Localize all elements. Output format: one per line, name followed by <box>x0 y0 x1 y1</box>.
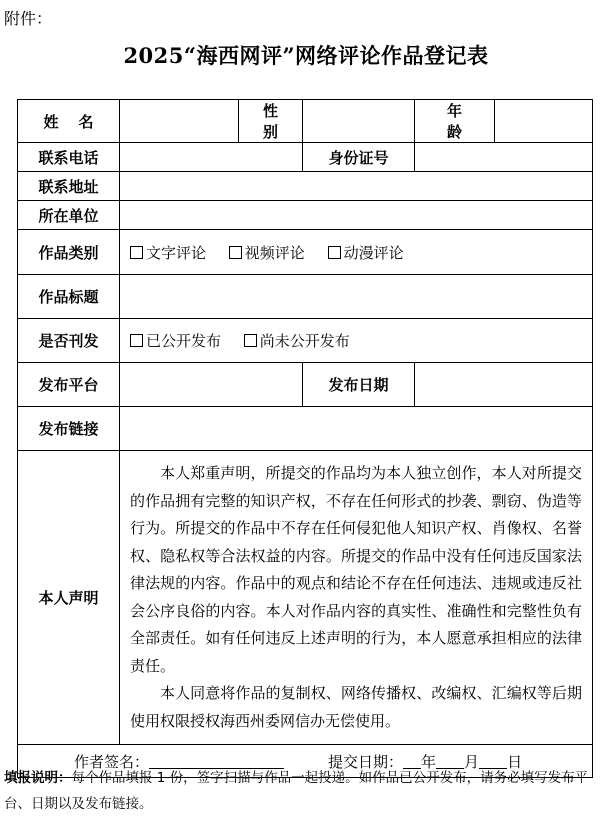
category-option-video[interactable]: 视频评论 <box>229 244 305 262</box>
month-unit: 月 <box>464 752 480 771</box>
age-field[interactable] <box>495 100 593 143</box>
registration-form <box>17 99 593 778</box>
category-options <box>120 230 593 275</box>
platform-label: 发布平台 <box>18 363 120 407</box>
checkbox-icon[interactable] <box>328 246 341 259</box>
gender-label: 性别 <box>239 100 303 143</box>
year-unit: 年 <box>421 752 437 771</box>
work-title-field[interactable] <box>120 275 593 319</box>
name-label: 姓名 <box>18 100 120 143</box>
checkbox-icon[interactable] <box>130 334 143 347</box>
unit-label: 所在单位 <box>18 201 120 230</box>
phone-field[interactable] <box>120 143 303 172</box>
category-label: 作品类别 <box>18 230 120 275</box>
declaration-text <box>120 451 593 745</box>
declaration-paragraph-2: 本人同意将作品的复制权、网络传播权、改编权、汇编权等后期使用权限授权海西州委网信办无偿使用。 <box>130 684 582 730</box>
publish-date-field[interactable] <box>415 363 593 407</box>
published-options <box>120 319 593 363</box>
id-label: 身份证号 <box>303 143 415 172</box>
published-option-yes[interactable]: 已公开发布 <box>130 332 221 350</box>
link-label: 发布链接 <box>18 407 120 451</box>
work-title-label: 作品标题 <box>18 275 120 319</box>
category-option-text[interactable]: 文字评论 <box>130 244 206 262</box>
day-unit: 日 <box>507 752 523 771</box>
checkbox-icon[interactable] <box>229 246 242 259</box>
checkbox-icon[interactable] <box>244 334 257 347</box>
address-field[interactable] <box>120 172 593 201</box>
published-option-no[interactable]: 尚未公开发布 <box>244 332 350 350</box>
declaration-label: 本人声明 <box>18 451 120 745</box>
checkbox-icon[interactable] <box>130 246 143 259</box>
attachment-label: 附件： <box>4 9 53 28</box>
phone-label: 联系电话 <box>18 143 120 172</box>
address-label: 联系地址 <box>18 172 120 201</box>
submit-date-label: 提交日期： <box>328 752 404 771</box>
form-title: 2025“海西网评”网络评论作品登记表 <box>123 43 489 68</box>
declaration-paragraph-1: 本人郑重声明，所提交的作品均为本人独立创作，本人对所提交的作品拥有完整的知识产权，不存在任何形式的抄袭、剽窃、伪造等行为。所提交的作品中不存在任何侵犯他人知识产权、肖像权、名誉权、隐私权等合法权益的内容。所提交的作品中没有任何违反国家法律法规的内容。作品中的观点和结论不存在任何违法、违规或违反社会公序良俗的内容。本人对作品内容的真实性、准确性和完整性负有全部责任。如有任何违反上述声明的行为，本人愿意承担相应的法律责任。 <box>130 464 582 675</box>
published-label: 是否刊发 <box>18 319 120 363</box>
unit-field[interactable] <box>120 201 593 230</box>
link-field[interactable] <box>120 407 593 451</box>
id-field[interactable] <box>415 143 593 172</box>
gender-field[interactable] <box>303 100 415 143</box>
age-label: 年龄 <box>415 100 495 143</box>
fill-instructions <box>4 765 608 817</box>
note-text: 每个作品填报 1 份，签字扫描与作品一起投递。如作品已公开发布，请务必填写发布平台、日期以及发布链接。 <box>4 770 589 812</box>
note-label: 填报说明： <box>4 770 72 786</box>
name-field[interactable] <box>120 100 239 143</box>
platform-field[interactable] <box>120 363 303 407</box>
category-option-animation[interactable]: 动漫评论 <box>328 244 404 262</box>
publish-date-label: 发布日期 <box>303 363 415 407</box>
signature-label: 作者签名： <box>74 752 150 771</box>
